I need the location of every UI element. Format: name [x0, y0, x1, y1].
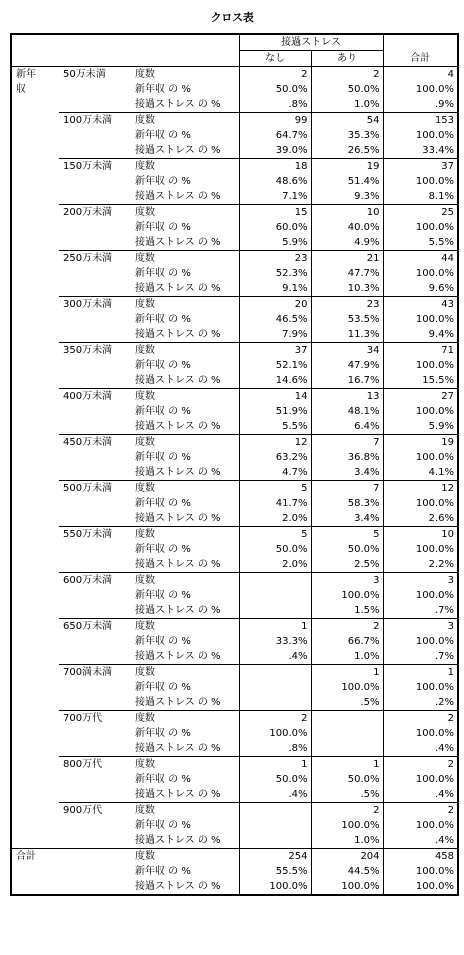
cell-yes: 11.3%	[311, 327, 383, 343]
cell-none: 50.0%	[275, 84, 308, 95]
row-group-label: 500万未満	[59, 481, 133, 527]
total-row	[11, 849, 458, 865]
cell-none	[239, 803, 311, 819]
cell-total: 100.0%	[383, 312, 458, 327]
row-group-label: 250万未満	[59, 251, 133, 297]
stat-label: 度数	[133, 205, 239, 221]
cell-none: 2.0%	[282, 559, 308, 570]
cell-total: .2%	[383, 695, 458, 711]
row-group-label: 400万未満	[59, 389, 133, 435]
cell-none: 33.3%	[275, 636, 308, 647]
cell-total: 3	[383, 619, 458, 635]
table-row	[11, 527, 458, 543]
cell-yes: 1	[311, 665, 383, 681]
cell-total: 43	[383, 297, 458, 313]
stat-label: 接過ストレス の %	[133, 649, 239, 665]
stat-label: 接過ストレス の %	[133, 373, 239, 389]
crosstab-table	[10, 33, 459, 896]
cell-yes: 48.1%	[311, 404, 383, 419]
cell-none: 99	[239, 113, 311, 129]
stat-label: 新年収 の %	[133, 772, 239, 787]
cell-none: 5	[239, 481, 311, 497]
cell-yes: 40.0%	[311, 220, 383, 235]
cell-yes	[311, 711, 383, 727]
cell-total: 100.0%	[383, 128, 458, 143]
cell-yes: 7	[311, 435, 383, 451]
table-row	[11, 665, 458, 681]
cell-total: 2.2%	[383, 557, 458, 573]
stat-label: 新年収 の %	[133, 266, 239, 281]
table-row	[11, 803, 458, 819]
cell-none: 63.2%	[275, 452, 308, 463]
cell-yes: 1.0%	[311, 649, 383, 665]
stat-label: 接過ストレス の %	[133, 741, 239, 757]
cell-none: 2	[301, 69, 308, 80]
cell-total: .4%	[383, 787, 458, 803]
row-group-label: 300万未満	[59, 297, 133, 343]
cell-yes: 51.4%	[311, 174, 383, 189]
row-group-label: 350万未満	[59, 343, 133, 389]
cell-none: 254	[239, 849, 311, 865]
stat-label: 接過ストレス の %	[133, 557, 239, 573]
cell-yes: 5	[311, 527, 383, 543]
cell-none	[239, 573, 311, 589]
stat-label: 新年収 の %	[133, 404, 239, 419]
cell-none	[239, 695, 311, 711]
cell-total: .7%	[383, 603, 458, 619]
table-row	[11, 159, 458, 175]
cell-none: 51.9%	[275, 406, 308, 417]
cell-none: 23	[239, 251, 311, 267]
stat-label: 接過ストレス の %	[133, 419, 239, 435]
cell-total: .7%	[383, 649, 458, 665]
table-row	[11, 297, 458, 313]
table-row	[11, 619, 458, 635]
stat-label: 度数	[133, 619, 239, 635]
cell-none: 48.6%	[275, 176, 308, 187]
row-variable-label: 新年収	[16, 69, 36, 95]
row-group-label: 650万未満	[59, 619, 133, 665]
table-row	[11, 389, 458, 405]
cell-none: 1	[239, 757, 311, 773]
cell-none: 50.0%	[275, 544, 308, 555]
cell-yes: 204	[311, 849, 383, 865]
cell-none: 15	[239, 205, 311, 221]
cell-none: 5.5%	[282, 421, 308, 432]
table-row	[11, 573, 458, 589]
cell-total: 100.0%	[383, 220, 458, 235]
cell-yes: 3.4%	[311, 511, 383, 527]
row-group-label: 450万未満	[59, 435, 133, 481]
cell-yes: .5%	[311, 695, 383, 711]
cell-yes: 36.8%	[311, 450, 383, 465]
cell-yes: .5%	[311, 787, 383, 803]
cell-none: 7.1%	[282, 191, 308, 202]
cell-yes: 1.0%	[311, 97, 383, 113]
table-row	[11, 205, 458, 221]
stat-label: 接過ストレス の %	[133, 97, 239, 113]
cell-yes: 3	[311, 573, 383, 589]
stat-label: 新年収 の %	[133, 174, 239, 189]
stat-label: 接過ストレス の %	[133, 787, 239, 803]
row-group-label: 100万未満	[59, 113, 133, 159]
stat-label: 接過ストレス の %	[133, 879, 239, 895]
cell-total: 100.0%	[383, 864, 458, 879]
cell-yes: 100.0%	[311, 879, 383, 895]
stat-label: 度数	[133, 665, 239, 681]
row-group-label: 200万未満	[59, 205, 133, 251]
cell-total: 15.5%	[383, 373, 458, 389]
cell-none: 100.0%	[269, 728, 308, 739]
cell-total: 5.5%	[383, 235, 458, 251]
cell-total: 100.0%	[383, 266, 458, 281]
row-group-label: 550万未満	[59, 527, 133, 573]
stat-label: 接過ストレス の %	[133, 603, 239, 619]
cell-total: .4%	[383, 833, 458, 849]
cell-none: 5.9%	[282, 237, 308, 248]
cell-total: 4.1%	[383, 465, 458, 481]
header-total: 合計	[383, 34, 458, 67]
cell-yes: 100.0%	[311, 588, 383, 603]
cell-total: 10	[383, 527, 458, 543]
cell-yes: 58.3%	[311, 496, 383, 511]
cell-total: 2	[383, 757, 458, 773]
cell-yes: 53.5%	[311, 312, 383, 327]
cell-total: 27	[383, 389, 458, 405]
row-group-label: 600万未満	[59, 573, 133, 619]
table-row	[11, 343, 458, 359]
cell-total: 100.0%	[383, 174, 458, 189]
cell-yes: 100.0%	[311, 680, 383, 695]
table-row	[11, 435, 458, 451]
cell-yes: 2	[311, 803, 383, 819]
cell-none: 37	[239, 343, 311, 359]
cell-total: .4%	[383, 741, 458, 757]
stat-label: 新年収 の %	[133, 128, 239, 143]
cell-total: 25	[383, 205, 458, 221]
cell-none	[239, 833, 311, 849]
stat-label: 新年収 の %	[133, 450, 239, 465]
cell-total: 458	[383, 849, 458, 865]
stat-label: 新年収 の %	[133, 220, 239, 235]
cell-total: 2.6%	[383, 511, 458, 527]
cell-total: 100.0%	[383, 726, 458, 741]
stat-label: 度数	[133, 757, 239, 773]
cell-yes: 47.7%	[311, 266, 383, 281]
cell-yes: 26.5%	[311, 143, 383, 159]
cell-total: 100.0%	[383, 358, 458, 373]
cell-none	[239, 680, 311, 695]
cell-total: 100.0%	[383, 680, 458, 695]
table-title: クロス表	[210, 11, 254, 24]
cell-none	[239, 665, 311, 681]
cell-total: 153	[383, 113, 458, 129]
stat-label: 接過ストレス の %	[133, 465, 239, 481]
stat-label: 接過ストレス の %	[133, 511, 239, 527]
cell-total: 1	[383, 665, 458, 681]
cell-total: 100.0%	[383, 542, 458, 557]
stat-label: 度数	[133, 849, 239, 865]
stat-label: 新年収 の %	[133, 542, 239, 557]
cell-none: .8%	[288, 99, 308, 110]
stat-label: 度数	[133, 297, 239, 313]
cell-total: 100.0%	[383, 404, 458, 419]
cell-yes: 1.5%	[311, 603, 383, 619]
table-row	[11, 67, 458, 83]
cell-none: 18	[239, 159, 311, 175]
stat-label: 接過ストレス の %	[133, 189, 239, 205]
stat-label: 度数	[133, 251, 239, 267]
cell-yes: 3.4%	[311, 465, 383, 481]
stat-label: 度数	[133, 343, 239, 359]
cell-total: 19	[383, 435, 458, 451]
cell-none: 14.6%	[275, 375, 308, 386]
cell-total: 4	[383, 67, 458, 83]
stat-label: 新年収 の %	[133, 588, 239, 603]
stat-label: 度数	[133, 573, 239, 589]
cell-total: 100.0%	[383, 82, 458, 97]
cell-none: 52.3%	[275, 268, 308, 279]
cell-yes: 2.5%	[311, 557, 383, 573]
stat-label: 接過ストレス の %	[133, 281, 239, 297]
cell-none: 50.0%	[275, 774, 308, 785]
cell-total: 100.0%	[383, 634, 458, 649]
cell-none: 60.0%	[275, 222, 308, 233]
cell-none	[239, 603, 311, 619]
stat-label: 度数	[133, 67, 239, 83]
cell-none: 2.0%	[282, 513, 308, 524]
cell-none: .4%	[288, 789, 308, 800]
cell-none	[239, 818, 311, 833]
cell-none: .4%	[288, 651, 308, 662]
cell-none: 20	[239, 297, 311, 313]
stat-label: 接過ストレス の %	[133, 327, 239, 343]
stat-label: 度数	[133, 803, 239, 819]
cell-yes: 50.0%	[311, 542, 383, 557]
row-group-label: 800万代	[59, 757, 133, 803]
cell-none: 100.0%	[269, 881, 308, 892]
table-row	[11, 757, 458, 773]
cell-yes: 21	[311, 251, 383, 267]
cell-none: 5	[239, 527, 311, 543]
header-group-label: 接過ストレス	[239, 34, 383, 51]
cell-yes: 13	[311, 389, 383, 405]
cell-none: 41.7%	[275, 498, 308, 509]
stat-label: 度数	[133, 481, 239, 497]
cell-total: 2	[383, 711, 458, 727]
table-row	[11, 251, 458, 267]
row-group-label: 700満未満	[59, 665, 133, 711]
cell-total: 5.9%	[383, 419, 458, 435]
cell-none: 55.5%	[275, 866, 308, 877]
header-corner	[11, 34, 239, 67]
cell-yes: 54	[311, 113, 383, 129]
cell-none: 39.0%	[275, 145, 308, 156]
cell-none: 12	[239, 435, 311, 451]
row-group-label: 150万未満	[59, 159, 133, 205]
cell-total: 100.0%	[383, 818, 458, 833]
row-group-label: 900万代	[59, 803, 133, 849]
cell-total: 9.6%	[383, 281, 458, 297]
cell-none: 7.9%	[282, 329, 308, 340]
cell-yes: 1.0%	[311, 833, 383, 849]
cell-none	[239, 588, 311, 603]
cell-yes: 10	[311, 205, 383, 221]
cell-yes: 10.3%	[311, 281, 383, 297]
cell-yes: 4.9%	[311, 235, 383, 251]
cell-yes: 50.0%	[311, 82, 383, 97]
stat-label: 新年収 の %	[133, 496, 239, 511]
cell-total: 37	[383, 159, 458, 175]
cell-total: 71	[383, 343, 458, 359]
cell-yes: 16.7%	[311, 373, 383, 389]
cell-yes: 9.3%	[311, 189, 383, 205]
cell-none: 64.7%	[275, 130, 308, 141]
cell-total: 100.0%	[383, 588, 458, 603]
cell-yes	[311, 741, 383, 757]
cell-total: 44	[383, 251, 458, 267]
cell-yes: 50.0%	[311, 772, 383, 787]
cell-none: 14	[239, 389, 311, 405]
stat-label: 新年収 の %	[133, 312, 239, 327]
cell-total: .9%	[383, 97, 458, 113]
cell-yes: 35.3%	[311, 128, 383, 143]
stat-label: 新年収 の %	[133, 634, 239, 649]
stat-label: 新年収 の %	[133, 864, 239, 879]
cell-total: 9.4%	[383, 327, 458, 343]
cell-yes: 2	[311, 619, 383, 635]
table-row	[11, 481, 458, 497]
cell-none: 9.1%	[282, 283, 308, 294]
stat-label: 度数	[133, 159, 239, 175]
stat-label: 度数	[133, 435, 239, 451]
cell-none: 4.7%	[282, 467, 308, 478]
cell-yes: 6.4%	[311, 419, 383, 435]
table-row	[11, 711, 458, 727]
cell-total: 100.0%	[383, 879, 458, 895]
cell-total: 100.0%	[383, 496, 458, 511]
cell-none: 2	[239, 711, 311, 727]
cell-yes: 1	[311, 757, 383, 773]
header-col-none: なし	[239, 51, 311, 67]
header-col-yes: あり	[311, 51, 383, 67]
row-group-label: 50万未満	[63, 69, 106, 80]
cell-yes: 47.9%	[311, 358, 383, 373]
cell-yes: 7	[311, 481, 383, 497]
cell-yes: 44.5%	[311, 864, 383, 879]
cell-total: 33.4%	[383, 143, 458, 159]
cell-total: 8.1%	[383, 189, 458, 205]
stat-label: 新年収 の %	[133, 82, 239, 97]
cell-none: .8%	[288, 743, 308, 754]
row-group-label: 700万代	[59, 711, 133, 757]
stat-label: 度数	[133, 711, 239, 727]
stat-label: 新年収 の %	[133, 358, 239, 373]
cell-total: 2	[383, 803, 458, 819]
stat-label: 新年収 の %	[133, 680, 239, 695]
cell-yes: 66.7%	[311, 634, 383, 649]
stat-label: 度数	[133, 527, 239, 543]
cell-none: 46.5%	[275, 314, 308, 325]
cell-yes: 34	[311, 343, 383, 359]
cell-total: 3	[383, 573, 458, 589]
cell-yes: 2	[311, 67, 383, 83]
header-row-1	[11, 34, 458, 51]
table-row	[11, 113, 458, 129]
stat-label: 度数	[133, 389, 239, 405]
cell-yes: 19	[311, 159, 383, 175]
cell-yes: 100.0%	[311, 818, 383, 833]
cell-total: 100.0%	[383, 772, 458, 787]
stat-label: 接過ストレス の %	[133, 235, 239, 251]
stat-label: 度数	[133, 113, 239, 129]
total-label: 合計	[11, 849, 133, 896]
stat-label: 新年収 の %	[133, 818, 239, 833]
stat-label: 接過ストレス の %	[133, 833, 239, 849]
cell-none: 1	[239, 619, 311, 635]
cell-total: 12	[383, 481, 458, 497]
stat-label: 接過ストレス の %	[133, 695, 239, 711]
cell-yes	[311, 726, 383, 741]
cell-yes: 23	[311, 297, 383, 313]
cell-total: 100.0%	[383, 450, 458, 465]
stat-label: 新年収 の %	[133, 726, 239, 741]
stat-label: 接過ストレス の %	[133, 143, 239, 159]
cell-none: 52.1%	[275, 360, 308, 371]
